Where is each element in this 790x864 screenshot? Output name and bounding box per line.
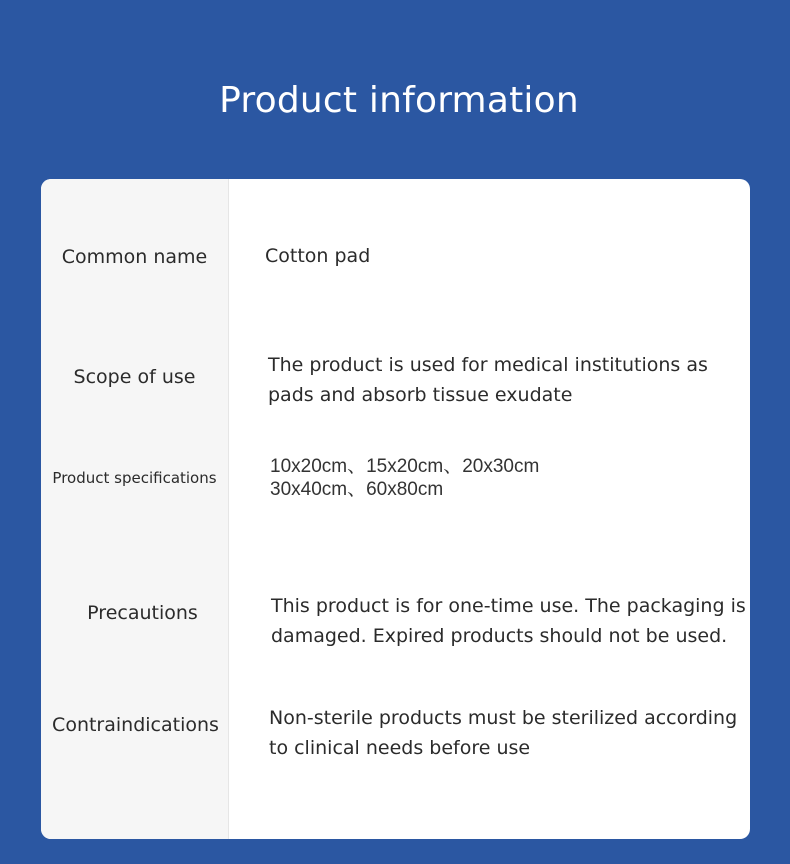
label-scope-of-use: Scope of use: [73, 366, 196, 388]
spec-line-1: 10x20cm、15x20cm、20x30cm: [270, 456, 540, 477]
spec-line-2: 30x40cm、60x80cm: [270, 479, 444, 500]
page-title: Product information: [219, 80, 579, 121]
product-info-card: [41, 179, 750, 839]
label-contraindications: Contraindications: [52, 714, 219, 736]
value-product-specifications: [270, 455, 730, 501]
value-precautions: This product is for one-time use. The packaging is damaged. Expired products should not be used.: [271, 595, 746, 647]
label-product-specifications: Product specifications: [52, 469, 217, 487]
value-scope-of-use: The product is used for medical institutions as pads and absorb tissue exudate: [268, 354, 708, 406]
label-column: [41, 179, 229, 839]
label-precautions: Precautions: [87, 602, 198, 624]
label-common-name: Common name: [61, 246, 208, 268]
value-common-name: Cotton pad: [265, 245, 371, 267]
value-contraindications: Non-sterile products must be sterilized according to clinical needs before use: [269, 707, 738, 759]
